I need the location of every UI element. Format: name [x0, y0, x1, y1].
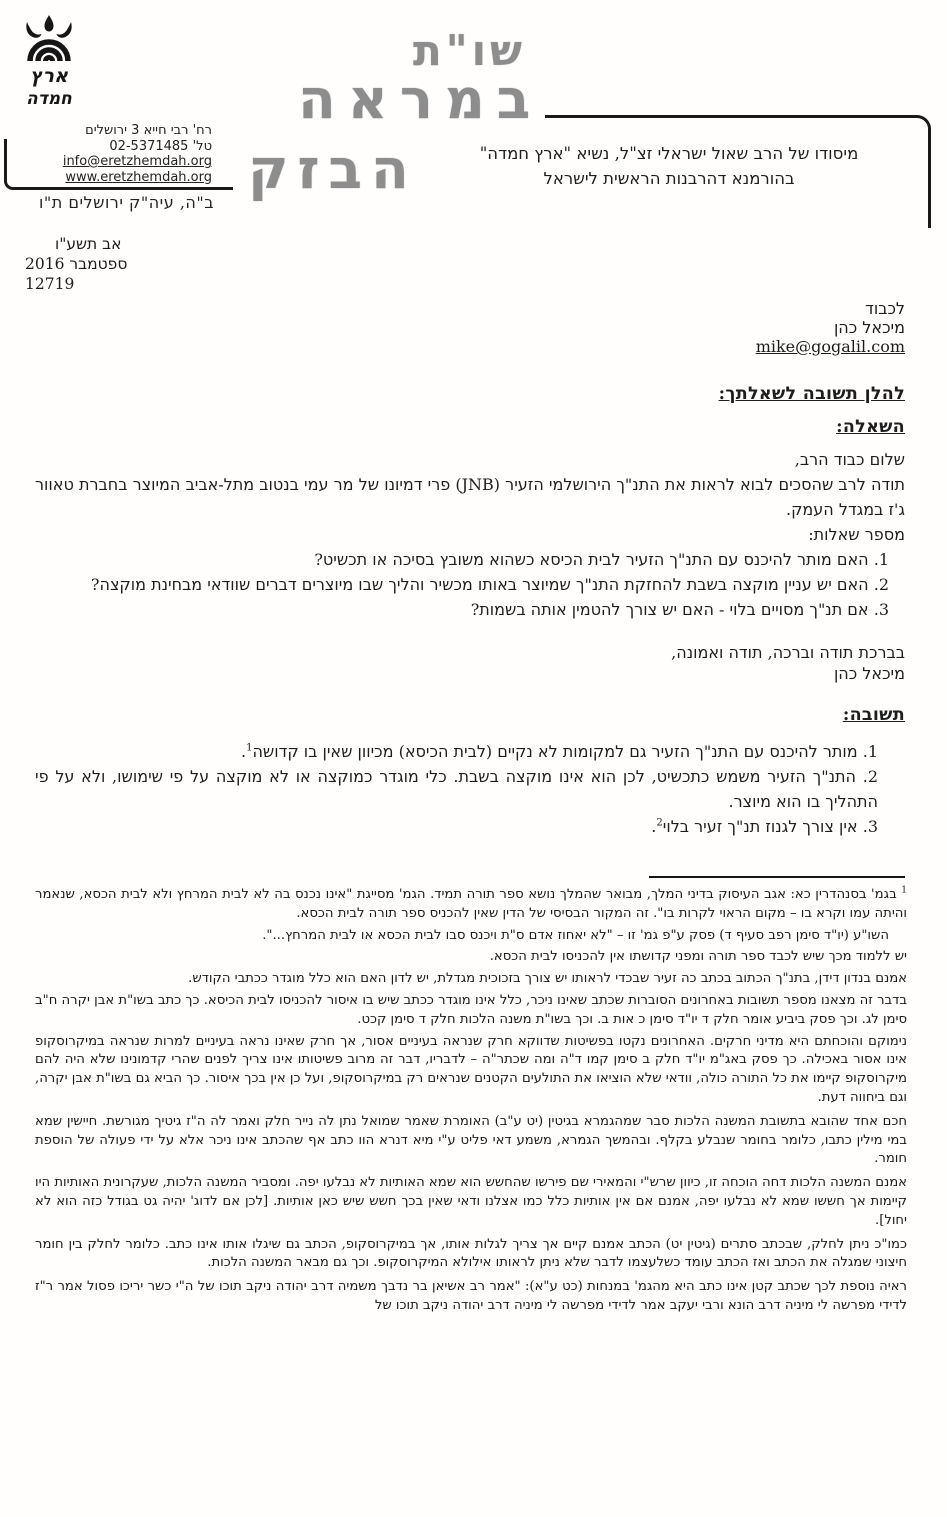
title-habazak: הבזק	[248, 136, 418, 201]
question-item-number: 2.	[873, 575, 889, 594]
answer-item	[35, 814, 878, 839]
answer-heading: תשובה:	[842, 705, 905, 725]
logo-word-bottom: חמדה	[26, 89, 72, 109]
contact-block	[18, 123, 212, 185]
logo-word-top: ארץ	[30, 65, 68, 87]
footnote-marker: 1	[901, 885, 907, 896]
question-item	[35, 597, 905, 622]
contact-address: רח' רבי חייא 3 ירושלים	[85, 123, 212, 138]
closing-blessing: בברכת תודה וברכה, תודה ואמונה,	[671, 643, 905, 662]
answer-item	[35, 739, 878, 764]
footnote-paragraph: $^1$ בגמ' בסנהדרין כא: אגב העיסוק בדיני המלך, מבואר שהמלך נושא ספר תורה תמיד. הגמ' מסייגת "אינו נכנס בה לא לבית המרחץ ולא לבית הכסא, שנאמר והיתה עמו וקרא בו – מקום הראוי לקרות בו". זה המקור הבסיסי של הדין שאין להכניס ספר תורה לבית הכסא.	[35, 885, 907, 921]
question-item-text: האם מותר להיכנס עם התנ"ך הזעיר לבית הכיסא כשהוא משובץ בסיכה או תכשיט?	[314, 550, 869, 569]
question-item-number: 3.	[873, 600, 889, 619]
footnote-paragraph: אמנם בנדון דידן, בתנ"ך הכתוב בכתב כה זעיר שבכדי לראותו יש צורך בזכוכית מגדלת, יש לדון האם הוא כלל מוגדר ככתבי הקודש.	[188, 971, 907, 987]
answer-item-text: אין צורך לגנוז תנ"ך זעיר בלוי	[662, 817, 858, 836]
question-block	[35, 447, 905, 622]
footnote-ref: 1	[246, 742, 253, 754]
question-item-number: 1.	[873, 550, 889, 569]
footnote-paragraph: יש ללמוד מכך שיש לכבד ספר תורה ומפני קדושתו אין להכניסו לבית הכסא.	[489, 949, 907, 965]
answer-item-number: 3.	[862, 817, 878, 836]
subtitle-line1: מיסודו של הרב שאול ישראלי זצ"ל, נשיא "ארץ חמדה"	[479, 144, 859, 163]
answer-item-number: 2.	[862, 767, 878, 786]
hebrew-date: אב תשע"ו	[55, 235, 122, 253]
footnotes-block	[35, 886, 907, 1319]
question-greeting: שלום כבוד הרב,	[794, 450, 905, 469]
footnote-paragraph: נימוקם והוכחתם היא מדיני חרקים. האחרונים נקטו בפשיטות שדווקא חרק שנראה בעיניים אסור, אך חרק שאינו נראה בעיניים למרות שנראה במיקרוסקופ אינו אסור באכילה. כך פסק באג"מ יו"ד חלק ב סימן קמו ד"ה ומה שכתר"ה – לדבריו, דבר זה מרוב פשיטותו אינו צריך לפנים שהרי קדמונינו שלא היה להם מיקרוסקופ קיימו את כל התורה כולה, וודאי שלא הוציאו את התולעים הקטנים שנראים רק במיקרוסקופ, ועל כן אין בכך איסור. כך הביא גם בשו"ת אבן יקרה, וגם ביחווה דעת.	[35, 1033, 907, 1105]
question-item	[35, 547, 905, 572]
footnote-paragraph: חכם אחד שהובא בתשובת המשנה הלכות סבר שמהגמרא בגיטין (יט ע"ב) האומרת שאמר שמואל נתן לה נייר חלק ואמר לה ה"ז גיטיך מגורשת. חיישין שמא במי מילין כתבו, כלומר בחומר שנבלע בקלף. ובהמשך הגמרא, משמע דאי פליט ע"י מיא דנרא הוו כתב אף שהכתב אינו ניכר אלא על ידי פעולה של הוספת חומר.	[35, 1113, 907, 1167]
date-block	[25, 234, 127, 294]
addressee-block	[756, 299, 905, 356]
footnote-paragraph: בדבר זה מצאנו מספר תשובות באחרונים הסוברות שכתב שאינו ניכר, כלל אינו מוגדר ככתב שיש בו איסור להכניסו לבית הכיסא. כך כתב בשו"ת אבן יקרה ח"ב סימן לג. וכך פסק ביביע אומר חלק ד יו"ד סימן כ אות ב. וכך בשו"ת משנה הלכות חלק ד סימן קכט.	[35, 992, 907, 1027]
eretz-hemdah-logo	[18, 14, 80, 112]
answer-item	[35, 764, 878, 814]
footnote-paragraph: כמו"כ ניתן לחלק, שבכתב סתרים (גיטין יט) הכתב אמנם קיים אך צריך לגלות אותו, אך במיקרוסקופ, הכתב גם שיגלו אותו אינו כתב. כלומר לחלק בין חומר חיצוני שמגלה את הכתב ואז הכתב עומד כשלעצמו לדבר שלא ניתן לראותו אילולא המיקרוסקופ. וכך גם מבאר המשנה הלכות.	[35, 1236, 907, 1271]
addressee-name: מיכאל כהן	[833, 318, 905, 337]
gregorian-date: ספטמבר 2016	[25, 255, 128, 273]
header-subtitle	[439, 141, 899, 191]
answer-item-number: 1.	[862, 742, 878, 761]
title-shut: שו"ת	[413, 26, 526, 75]
footnote-paragraph: השו"ע (יו"ד סימן רפב סעיף ד) פסק ע"פ גמ' זו – "לא יאחוז אדם ס"ת ויכנס סבו לבית הכסא או לבית המרחץ...".	[262, 927, 889, 943]
answer-item-suffix: .	[240, 742, 247, 761]
footnote-ref: 2	[656, 817, 663, 829]
answer-block	[35, 739, 905, 839]
menorah-flame-icon	[18, 14, 80, 112]
footnote-divider	[649, 876, 905, 878]
blessing-line: ב"ה, עיה"ק ירושלים ת"ו	[39, 193, 214, 212]
question-heading: השאלה:	[836, 417, 905, 437]
question-closing	[671, 642, 905, 684]
footnote-paragraph: אמנם המשנה הלכות דחה הוכחה זו, כיוון שרש"י והמאירי שם פירשו שהחשש הוא שמא האותיות לא נבלעו יפה. ומסביר המשנה הלכות, שעקרונית האותיות היו קיימות אך חששו שמא לא נבלעו יפה, אמנם אם אין אותיות כלל כמו אצלנו ודאי שאין בכך חשש שיש כאן אותיות. [לכן אם לדוג' יהיה גט בגודל כזה הוא לא יחול].	[35, 1175, 907, 1228]
answer-item-text: התנ"ך הזעיר משמש כתכשיט, לכן הוא אינו מוקצה בשבת. כלי מוגדר כמוקצה או לא מוקצה על פי שימושו, ולא על פי התהליך בו הוא מיוצר.	[35, 767, 878, 811]
answer-item-text: מותר להיכנס עם התנ"ך הזעיר גם למקומות לא נקיים (לבית הכיסא) מכיוון שאין בו קדושה	[252, 742, 858, 761]
addressee-email-link[interactable]: mike@gogalil.com	[755, 337, 905, 356]
reference-number: 12719	[25, 275, 75, 293]
contact-phone: טל' 02-5371485	[109, 138, 212, 154]
question-body: תודה לרב שהסכים לבוא לראות את התנ"ך הירושלמי הזעיר (JNB) פרי דמיונו של מר עמי בנטוב מתל-אביב המיוצר בחברת טאוור ג'ז במגדל העמק.	[35, 475, 906, 519]
answer-item-suffix: .	[651, 817, 657, 836]
footnote-paragraph: ראיה נוספת לכך שכתב קטן אינו כתב היא מהגמ' במנחות (כט ע"א): "אמר רב אשיאן בר נדבך משמיה דרב יהודה ניקב תוכו של ה"י כשר יריכו פסול אמר ר"ז לדידי מפרשה לי מיניה דרב הונא ורבי יעקב אמר לדידי מפרשה לי מיניה דרב יהודה ניקב תוכו של	[35, 1279, 907, 1313]
question-item	[35, 572, 905, 597]
title-bemareh: במראה	[298, 66, 543, 131]
closing-name: מיכאל כהן	[833, 664, 905, 683]
contact-website-link[interactable]: www.eretzhemdah.org	[65, 169, 212, 185]
intro-heading: להלן תשובה לשאלתך:	[718, 384, 905, 404]
subtitle-line2: בהורמנא דהרבנות הראשית לישראל	[543, 169, 795, 188]
question-item-text: האם יש עניין מוקצה בשבת להחזקת התנ"ך שמיוצר באותו מכשיר והליך שבו מיוצרים דברים שוודאי מבחינת מוקצה?	[90, 575, 869, 594]
addressee-salutation: לכבוד	[865, 299, 905, 318]
question-item-text: אם תנ"ך מסויים בלוי - האם יש צורך להטמין אותה בשמות?	[470, 600, 869, 619]
contact-email-link[interactable]: info@eretzhemdah.org	[62, 154, 212, 169]
question-list-intro: מספר שאלות:	[808, 525, 905, 544]
